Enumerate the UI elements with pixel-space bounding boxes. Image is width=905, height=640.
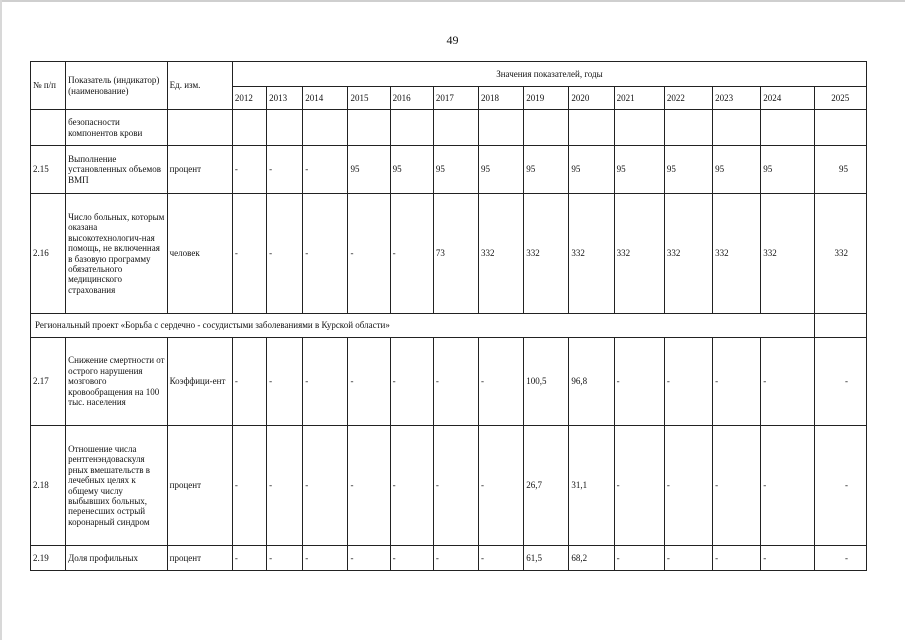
row-value: 332 [664,194,712,314]
row-value [232,110,266,146]
header-num: № п/п [31,62,66,110]
header-values-group: Значения показателей, годы [232,62,866,87]
row-unit [167,110,232,146]
row-value: - [348,426,390,546]
row-indicator-name: Снижение смертности от острого нарушения мозгового кровообращения на 100 тыс. населения [66,338,167,426]
row-indicator-name: безопасности компонентов крови [66,110,167,146]
header-year: 2020 [569,87,614,110]
header-year: 2014 [303,87,348,110]
row-value: - [267,194,303,314]
header-year: 2015 [348,87,390,110]
table-row [31,338,867,426]
table-row [31,546,867,571]
row-value: - [761,426,814,546]
row-value [267,110,303,146]
table-row [31,146,867,194]
row-unit: процент [167,146,232,194]
header-unit: Ед. изм. [167,62,232,110]
header-year: 2012 [232,87,266,110]
row-value [814,110,866,146]
row-value: 100,5 [524,338,569,426]
row-value: - [664,426,712,546]
row-value: - [232,338,266,426]
section-empty-cell [814,314,866,338]
row-value: - [814,338,866,426]
row-value: - [814,426,866,546]
row-value: 95 [664,146,712,194]
row-value: - [267,146,303,194]
row-value: - [761,546,814,571]
row-value: 332 [479,194,524,314]
row-number [31,110,66,146]
table-row [31,110,867,146]
row-unit: Коэффици-ент [167,338,232,426]
row-value: 332 [761,194,814,314]
row-value: 31,1 [569,426,614,546]
row-value: 332 [713,194,761,314]
row-value [348,110,390,146]
row-value: - [390,338,433,426]
row-value [664,110,712,146]
row-value [390,110,433,146]
row-value [713,110,761,146]
row-value: - [479,546,524,571]
row-value: 73 [433,194,478,314]
row-number: 2.16 [31,194,66,314]
row-value: 95 [524,146,569,194]
row-number: 2.15 [31,146,66,194]
header-year: 2018 [479,87,524,110]
row-value: - [713,546,761,571]
row-value: - [348,546,390,571]
row-value: 95 [614,146,664,194]
header-year: 2023 [713,87,761,110]
row-value: - [390,426,433,546]
row-value: 95 [479,146,524,194]
row-value: - [664,546,712,571]
row-value: 95 [433,146,478,194]
row-value: - [390,194,433,314]
row-value: 96,8 [569,338,614,426]
row-value: - [433,338,478,426]
header-year: 2021 [614,87,664,110]
row-value: - [713,338,761,426]
row-value: - [814,546,866,571]
row-value: 95 [761,146,814,194]
section-title: Региональный проект «Борьба с сердечно - сосудистыми заболеваниями в Курской области» [31,314,815,338]
header-year: 2019 [524,87,569,110]
row-value [433,110,478,146]
row-value: 332 [814,194,866,314]
row-value [524,110,569,146]
section-row [31,314,867,338]
row-value: - [614,546,664,571]
row-value: - [267,338,303,426]
row-number: 2.18 [31,426,66,546]
table-row [31,194,867,314]
row-value: - [303,426,348,546]
row-value: 95 [569,146,614,194]
row-value [614,110,664,146]
row-value: - [390,546,433,571]
row-value: - [232,546,266,571]
row-value: - [479,426,524,546]
header-year: 2017 [433,87,478,110]
header-year: 2016 [390,87,433,110]
row-value [479,110,524,146]
row-value: 95 [390,146,433,194]
row-value: - [614,426,664,546]
page-number: 49 [446,33,459,47]
row-value: - [303,546,348,571]
table-body [31,110,867,571]
row-value: - [303,146,348,194]
header-year: 2025 [814,87,866,110]
table-row [31,426,867,546]
row-unit: процент [167,546,232,571]
row-value: 61,5 [524,546,569,571]
row-value [303,110,348,146]
row-number: 2.17 [31,338,66,426]
header-year: 2022 [664,87,712,110]
row-value: - [713,426,761,546]
row-value: - [348,338,390,426]
page-top-rule [0,0,905,2]
row-value: 95 [713,146,761,194]
row-value [761,110,814,146]
row-value: - [614,338,664,426]
row-value: - [433,426,478,546]
row-indicator-name: Доля профильных [66,546,167,571]
row-value: - [232,194,266,314]
row-value: 332 [524,194,569,314]
page-left-rule [0,0,2,640]
header-indicator: Показатель (индикатор) (наименование) [66,62,167,110]
row-value: - [232,146,266,194]
row-value: - [348,194,390,314]
row-value: - [303,194,348,314]
row-indicator-name: Выполнение установленных объемов ВМП [66,146,167,194]
row-value: 95 [348,146,390,194]
row-indicator-name: Отношение числа рентгенэндоваскуля рных вмешательств в лечебных целях к общему числу выбывших больных, перенесших острый коронарный синдром [66,426,167,546]
row-value: - [761,338,814,426]
row-value: - [267,426,303,546]
row-value: - [232,426,266,546]
row-value: - [303,338,348,426]
row-unit: человек [167,194,232,314]
row-indicator-name: Число больных, которым оказана высокотехнологич-ная помощь, не включенная в базовую программу обязательного медицинского страхования [66,194,167,314]
row-value [569,110,614,146]
row-value: 95 [814,146,866,194]
row-value: - [433,546,478,571]
row-value: - [267,546,303,571]
row-value: 68,2 [569,546,614,571]
row-value: - [664,338,712,426]
row-value: - [479,338,524,426]
row-value: 332 [569,194,614,314]
row-value: 332 [614,194,664,314]
indicators-table [30,61,867,571]
row-value: 26,7 [524,426,569,546]
header-year: 2013 [267,87,303,110]
row-unit: процент [167,426,232,546]
row-number: 2.19 [31,546,66,571]
header-year: 2024 [761,87,814,110]
